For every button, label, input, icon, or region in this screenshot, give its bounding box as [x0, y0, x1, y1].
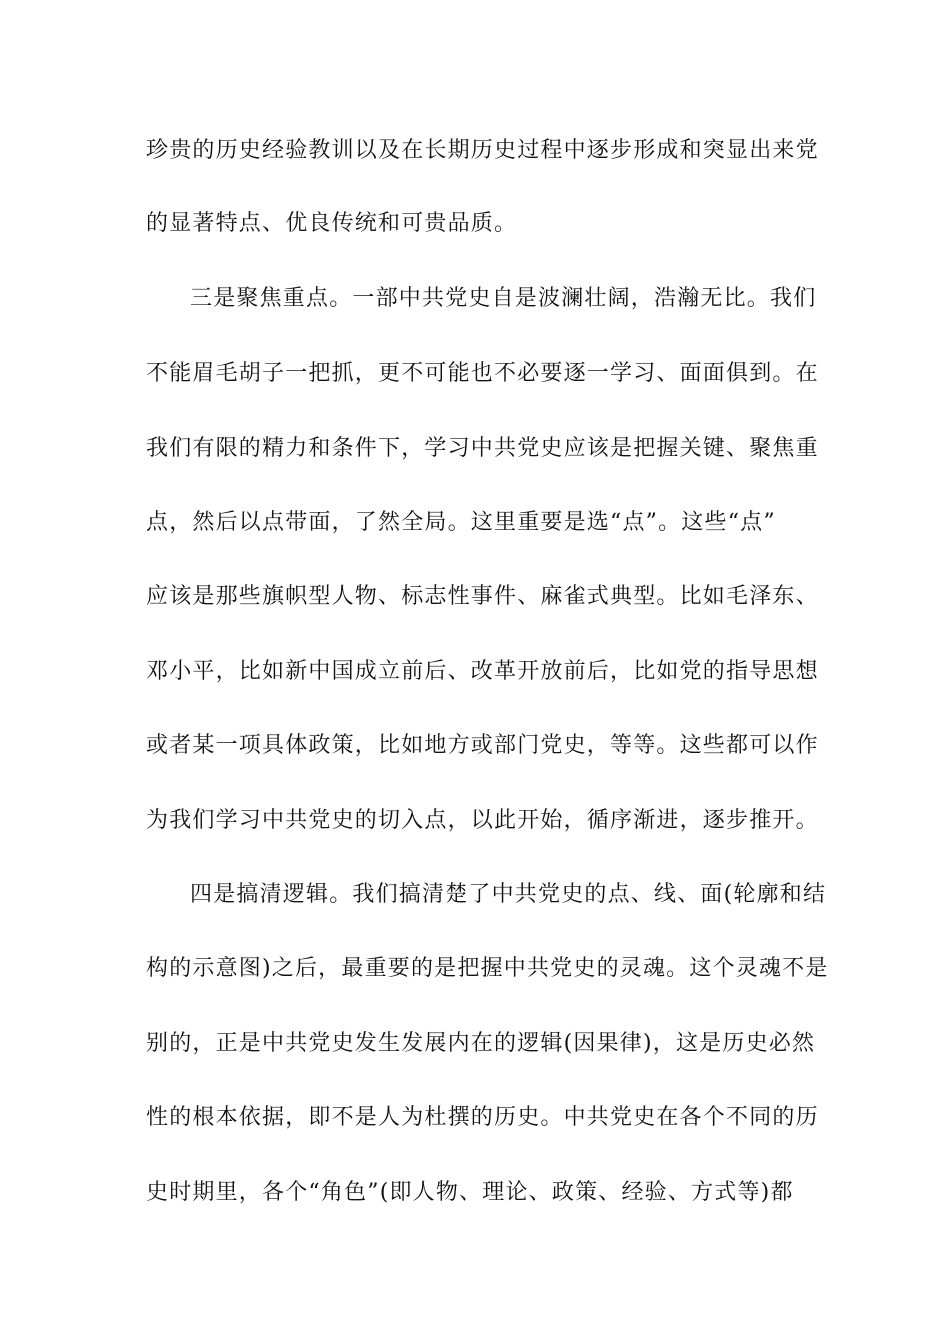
text-line-15: 史时期里，各个“角色”(即人物、理论、政策、经验、方式等)都 [146, 1180, 794, 1205]
text-line-14: 性的根本依据，即不是人为杜撰的历史。中共党史在各个不同的历 [146, 1105, 819, 1130]
paragraph-4-start: 四是搞清逻辑。我们搞清楚了中共党史的点、线、面(轮廓和结 [190, 882, 827, 907]
text-line-7: 应该是那些旗帜型人物、标志性事件、麻雀式典型。比如毛泽东、 [146, 584, 819, 609]
text-line-2: 的显著特点、优良传统和可贵品质。 [146, 211, 518, 236]
paragraph-3-start: 三是聚焦重点。一部中共党史自是波澜壮阔，浩瀚无比。我们 [190, 286, 817, 311]
text-line-13: 别的，正是中共党史发生发展内在的逻辑(因果律)，这是历史必然 [146, 1031, 816, 1056]
text-line-4: 不能眉毛胡子一把抓，更不可能也不必要逐一学习、面面俱到。在 [146, 361, 819, 386]
text-line-12: 构的示意图)之后，最重要的是把握中共党史的灵魂。这个灵魂不是 [146, 956, 829, 981]
text-line-5: 我们有限的精力和条件下，学习中共党史应该是把握关键、聚焦重 [146, 436, 819, 461]
text-line-10: 为我们学习中共党史的切入点，以此开始，循序渐进，逐步推开。 [146, 808, 819, 833]
text-line-1: 珍贵的历史经验教训以及在长期历史过程中逐步形成和突显出来党 [146, 138, 819, 163]
text-line-8: 邓小平，比如新中国成立前后、改革开放前后，比如党的指导思想 [146, 659, 819, 684]
text-line-6: 点，然后以点带面，了然全局。这里重要是选“点”。这些“点” [146, 510, 776, 535]
text-line-9: 或者某一项具体政策，比如地方或部门党史，等等。这些都可以作 [146, 733, 819, 758]
